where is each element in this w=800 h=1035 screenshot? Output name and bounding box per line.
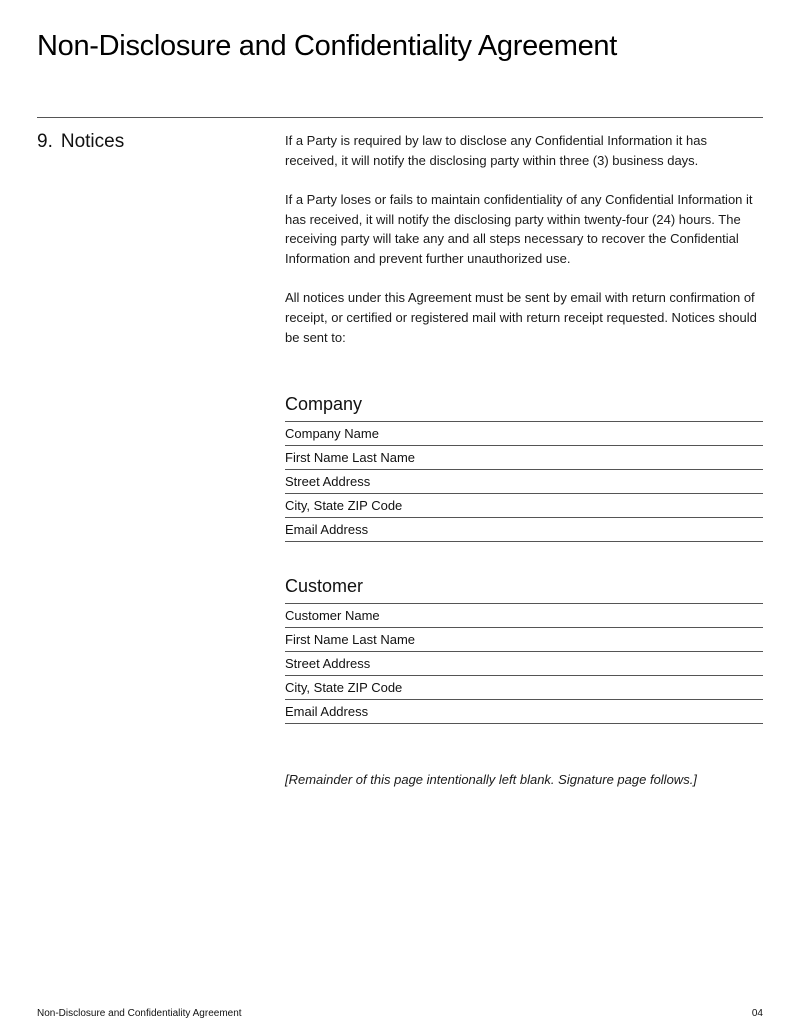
company-field-list bbox=[285, 421, 763, 542]
customer-contact-name-field: First Name Last Name bbox=[285, 628, 763, 652]
customer-city-field: City, State ZIP Code bbox=[285, 676, 763, 700]
header-divider bbox=[37, 117, 763, 118]
paragraph-notice-method: All notices under this Agreement must be sent by email with return confirmation of receipt, or certified or registered mail with return receipt requested. Notices should be sent to: bbox=[285, 290, 757, 345]
section-number: 9. bbox=[37, 131, 53, 152]
company-name-field: Company Name bbox=[285, 422, 763, 446]
company-street-field: Street Address bbox=[285, 470, 763, 494]
section-heading bbox=[37, 131, 124, 153]
closing-note: [Remainder of this page intentionally left blank. Signature page follows.] bbox=[285, 772, 697, 787]
paragraph-breach-notice: If a Party loses or fails to maintain confidentiality of any Confidential Information it has received, it will notify the disclosing party within twenty-four (24) hours. The receiving party will take any and all steps necessary to recover the Confidential Information and prevent further unauthorized use. bbox=[285, 191, 753, 267]
company-contact-block bbox=[285, 393, 763, 542]
customer-field-list bbox=[285, 603, 763, 724]
company-city-field: City, State ZIP Code bbox=[285, 494, 763, 518]
paragraph-legal-disclosure: If a Party is required by law to disclose any Confidential Information it has received, it will notify the disclosing party within three (3) business days. bbox=[285, 133, 707, 168]
document-title: Non-Disclosure and Confidentiality Agreement bbox=[37, 30, 617, 62]
customer-name-field: Customer Name bbox=[285, 604, 763, 628]
section-body bbox=[285, 131, 763, 787]
customer-street-field: Street Address bbox=[285, 652, 763, 676]
section-title: Notices bbox=[60, 131, 125, 152]
company-contact-name-field: First Name Last Name bbox=[285, 446, 763, 470]
company-heading: Company bbox=[285, 394, 363, 414]
footer-title: Non-Disclosure and Confidentiality Agreement bbox=[37, 1008, 242, 1019]
company-email-field: Email Address bbox=[285, 518, 763, 542]
customer-heading: Customer bbox=[285, 576, 364, 596]
page-number: 04 bbox=[751, 1008, 763, 1019]
customer-email-field: Email Address bbox=[285, 700, 763, 724]
customer-contact-block bbox=[285, 575, 763, 724]
